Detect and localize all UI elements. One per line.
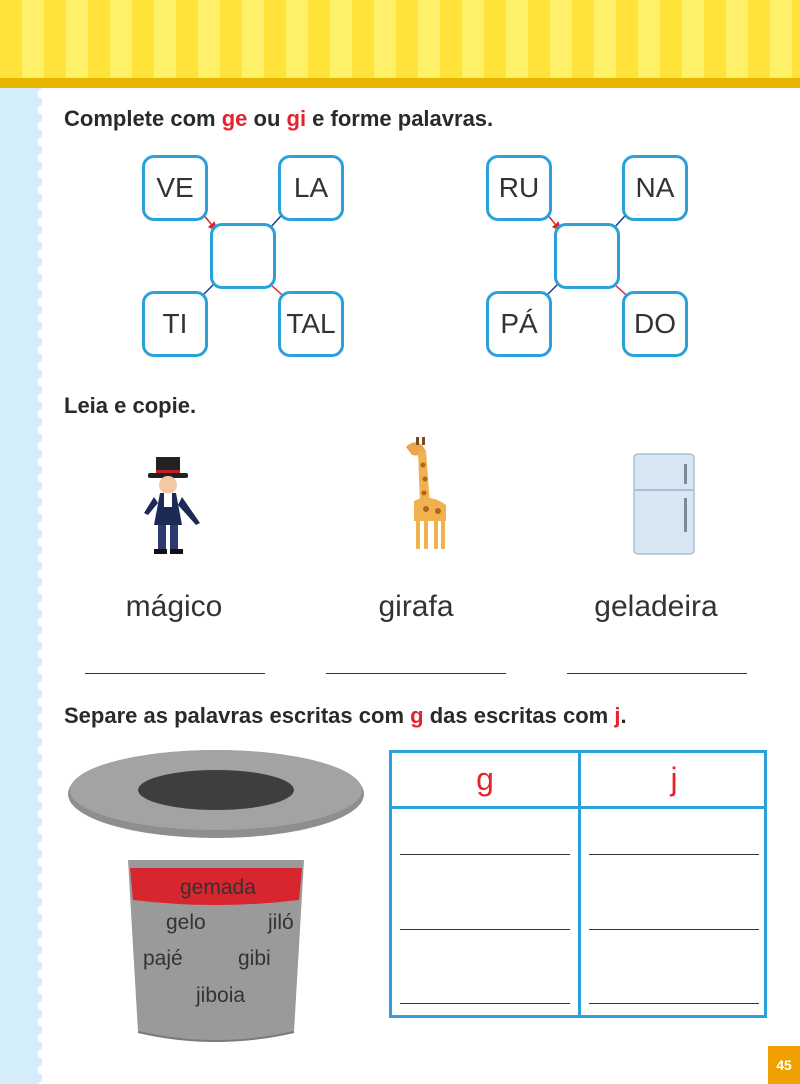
puzzle1-box-top-left: VE [142,155,208,221]
puzzle2-box-top-right: NA [622,155,688,221]
copy-line-1[interactable] [85,673,265,674]
exercise1-title [64,106,493,132]
title-highlight-gi: gi [286,106,307,131]
puzzle1-box-bottom-left: TI [142,291,208,357]
giraffe-illustration [396,435,456,555]
g-answer-line-1[interactable] [400,854,570,855]
title-highlight-j: j [614,703,621,728]
sort-table [389,750,767,1018]
hat-word-gemada: gemada [180,876,256,899]
puzzle2-box-top-left: RU [486,155,552,221]
copy-line-3[interactable] [567,673,747,674]
top-decorative-band [0,0,800,78]
j-answer-line-3[interactable] [589,1003,759,1004]
word-girafa: girafa [378,590,454,623]
hat-word-paje: pajé [143,947,183,970]
left-strip-scalloped-edge [36,88,48,1084]
exercise3-title [64,703,627,729]
magician-illustration [138,455,208,557]
g-answer-line-3[interactable] [400,1003,570,1004]
hat-word-jilo: jiló [268,911,294,934]
title-highlight-ge: ge [221,106,248,131]
j-answer-line-1[interactable] [589,854,759,855]
copy-line-2[interactable] [326,673,506,674]
puzzle1-answer-box[interactable] [210,223,276,289]
title-text: . [620,703,627,728]
title-text: e forme palavras. [306,106,494,131]
hat-word-gibi: gibi [238,947,271,970]
title-highlight-g: g [410,703,424,728]
puzzle2-answer-box[interactable] [554,223,620,289]
j-answer-line-2[interactable] [589,929,759,930]
table-header-j: j [670,761,678,797]
g-answer-line-2[interactable] [400,929,570,930]
top-band-edge [0,78,800,88]
puzzle2-box-bottom-left: PÁ [486,291,552,357]
hat-word-jiboia: jiboia [196,984,246,1007]
puzzle1-box-bottom-right: TAL [278,291,344,357]
title-text: Complete com [64,106,222,131]
word-geladeira: geladeira [594,590,718,623]
table-header-g: g [476,761,494,797]
puzzle2-box-bottom-right: DO [622,291,688,357]
title-text: das escritas com [423,703,615,728]
page-number: 45 [768,1046,800,1084]
hat-word-gelo: gelo [166,911,206,934]
refrigerator-illustration [632,452,696,556]
title-text: ou [247,106,287,131]
puzzle1-box-top-right: LA [278,155,344,221]
exercise2-title: Leia e copie. [64,393,197,418]
word-magico: mágico [125,590,223,623]
title-text: Separe as palavras escritas com [64,703,411,728]
table-header-divider [392,806,764,809]
